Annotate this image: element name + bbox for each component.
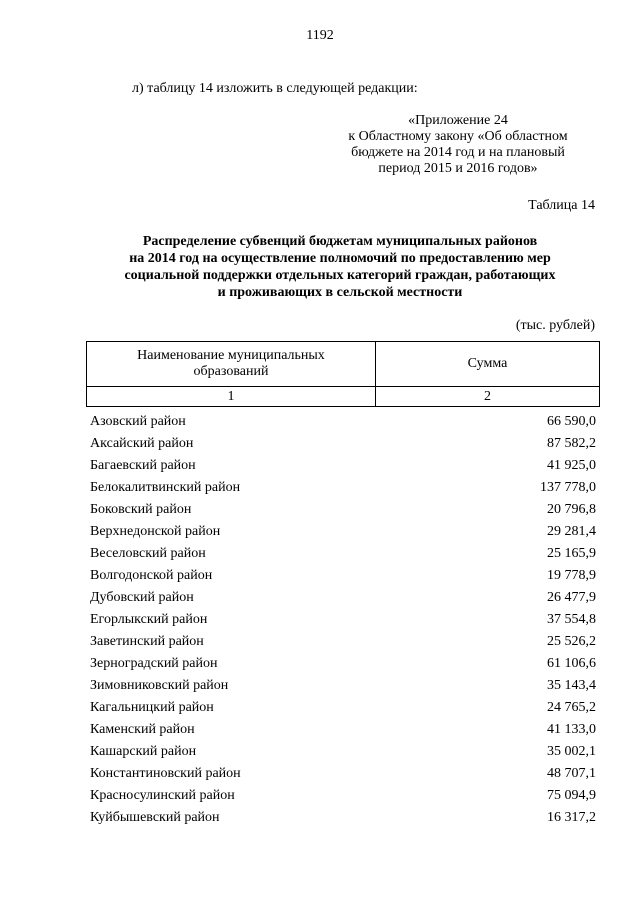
district-amount: 26 477,9 bbox=[547, 590, 596, 605]
table-row bbox=[90, 455, 596, 477]
district-name: Заветинский район bbox=[90, 634, 204, 649]
district-name: Веселовский район bbox=[90, 546, 206, 561]
table-row bbox=[90, 565, 596, 587]
header-name-line: Наименование муниципальных bbox=[137, 348, 325, 363]
district-name: Аксайский район bbox=[90, 436, 194, 451]
header-sum-cell: Сумма bbox=[375, 342, 599, 387]
header-column-number: 2 bbox=[375, 387, 599, 407]
heading-line: на 2014 год на осуществление полномочий по предоставлению мер bbox=[129, 251, 551, 266]
district-amount: 24 765,2 bbox=[547, 700, 596, 715]
district-name: Кагальницкий район bbox=[90, 700, 214, 715]
table-row bbox=[90, 587, 596, 609]
district-name: Азовский район bbox=[90, 414, 186, 429]
district-amount: 25 526,2 bbox=[547, 634, 596, 649]
table-row bbox=[90, 477, 596, 499]
table-row bbox=[90, 785, 596, 807]
table-row bbox=[90, 741, 596, 763]
district-name: Боковский район bbox=[90, 502, 192, 517]
district-name: Егорлыкский район bbox=[90, 612, 208, 627]
district-amount: 25 165,9 bbox=[547, 546, 596, 561]
table-row bbox=[90, 433, 596, 455]
table-row bbox=[90, 675, 596, 697]
district-amount: 75 094,9 bbox=[547, 788, 596, 803]
district-amount: 37 554,8 bbox=[547, 612, 596, 627]
district-name: Красносулинский район bbox=[90, 788, 235, 803]
district-name: Волгодонской район bbox=[90, 568, 213, 583]
district-amount: 41 133,0 bbox=[547, 722, 596, 737]
district-name: Каменский район bbox=[90, 722, 195, 737]
table-row bbox=[90, 719, 596, 741]
appendix-line: бюджете на 2014 год и на плановый bbox=[351, 145, 565, 160]
district-amount: 16 317,2 bbox=[547, 810, 596, 825]
district-name: Белокалитвинский район bbox=[90, 480, 241, 495]
table-row bbox=[90, 543, 596, 565]
header-name-line: образований bbox=[193, 364, 269, 379]
district-amount: 35 143,4 bbox=[547, 678, 596, 693]
district-name: Багаевский район bbox=[90, 458, 196, 473]
table-row bbox=[90, 521, 596, 543]
district-amount: 61 106,6 bbox=[547, 656, 596, 671]
instruction-text: л) таблицу 14 изложить в следующей редакции: bbox=[132, 81, 418, 96]
district-amount: 137 778,0 bbox=[540, 480, 596, 495]
heading-line: и проживающих в сельской местности bbox=[217, 285, 463, 300]
table-row bbox=[90, 763, 596, 785]
district-name: Зимовниковский район bbox=[90, 678, 229, 693]
appendix-line: к Областному закону «Об областном bbox=[348, 129, 568, 144]
district-amount: 66 590,0 bbox=[547, 414, 596, 429]
table-row bbox=[90, 609, 596, 631]
district-name: Дубовский район bbox=[90, 590, 194, 605]
table-row bbox=[90, 499, 596, 521]
district-amount: 35 002,1 bbox=[547, 744, 596, 759]
district-name: Зерноградский район bbox=[90, 656, 218, 671]
table-row bbox=[90, 807, 596, 829]
header-column-number: 1 bbox=[87, 387, 376, 407]
district-amount: 29 281,4 bbox=[547, 524, 596, 539]
table-heading bbox=[90, 233, 590, 301]
district-name: Куйбышевский район bbox=[90, 810, 220, 825]
district-name: Кашарский район bbox=[90, 744, 197, 759]
table-row bbox=[90, 653, 596, 675]
district-amount: 48 707,1 bbox=[547, 766, 596, 781]
district-amount: 87 582,2 bbox=[547, 436, 596, 451]
table-body bbox=[90, 411, 596, 829]
district-name: Константиновский район bbox=[90, 766, 241, 781]
heading-line: Распределение субвенций бюджетам муниципальных районов bbox=[142, 234, 538, 249]
district-amount: 41 925,0 bbox=[547, 458, 596, 473]
district-amount: 19 778,9 bbox=[547, 568, 596, 583]
table-header bbox=[86, 341, 600, 407]
appendix-reference bbox=[330, 113, 586, 177]
table-row bbox=[90, 411, 596, 433]
header-name-cell bbox=[87, 342, 376, 387]
appendix-line: «Приложение 24 bbox=[408, 113, 508, 128]
heading-line: социальной поддержки отдельных категорий граждан, работающих bbox=[124, 268, 556, 283]
units-label: (тыс. рублей) bbox=[515, 318, 595, 333]
table-row bbox=[90, 697, 596, 719]
table-label: Таблица 14 bbox=[528, 198, 595, 213]
table-row bbox=[90, 631, 596, 653]
page-number: 1192 bbox=[306, 28, 334, 43]
district-amount: 20 796,8 bbox=[547, 502, 596, 517]
appendix-line: период 2015 и 2016 годов» bbox=[378, 161, 538, 176]
district-name: Верхнедонской район bbox=[90, 524, 221, 539]
